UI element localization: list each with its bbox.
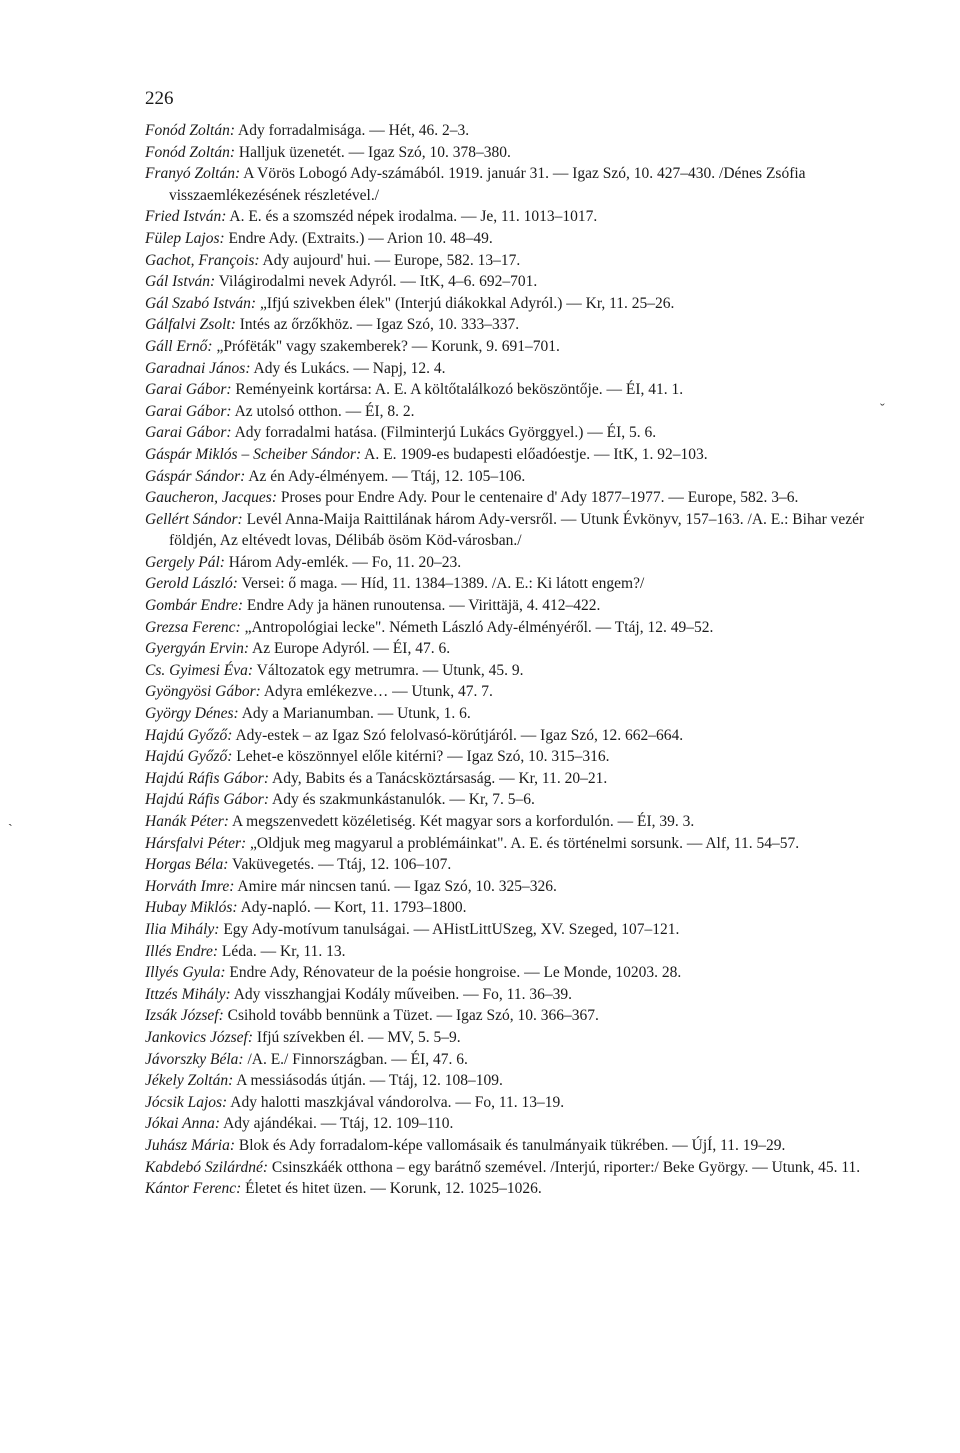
entry-text: A. E. és a szomszéd népek irodalma. — Je, 11. 1013–1017. xyxy=(229,208,598,226)
entry-author: Garai Gábor: xyxy=(145,402,232,420)
bibliography-entry xyxy=(145,293,900,315)
bibliography-entry xyxy=(145,617,900,639)
bibliography-entry xyxy=(145,876,900,898)
bibliography-entry xyxy=(145,552,900,574)
entry-author: Kabdebó Szilárdné: xyxy=(145,1158,268,1176)
entry-text: Halljuk üzenetét. — Igaz Szó, 10. 378–380. xyxy=(238,143,511,161)
entry-author: Gál Szabó István: xyxy=(145,294,257,312)
bibliography-entry xyxy=(145,142,900,164)
entry-author: Jávorszky Béla: xyxy=(145,1050,244,1068)
entry-text: Világirodalmi nevek Adyról. — ItK, 4–6. 692–701. xyxy=(218,273,538,291)
entry-text: Amire már nincsen tanú. — Igaz Szó, 10. 325–326. xyxy=(237,877,557,895)
entry-author: Grezsa Ferenc: xyxy=(145,618,241,636)
bibliography-entry xyxy=(145,746,900,768)
entry-text: Csinszkáék otthona – egy barátnő szemével. /Interjú, riporter:/ Beke György. — Utunk, 45. 11. xyxy=(271,1158,861,1176)
entry-text: Három Ady-emlék. — Fo, 11. 20–23. xyxy=(228,553,462,571)
bibliography-entry xyxy=(145,703,900,725)
entry-text: A megszenvedett közéletiség. Két magyar sors a korfordulón. — ÉI, 39. 3. xyxy=(231,813,695,830)
entry-author: Fonód Zoltán: xyxy=(145,143,235,161)
bibliography-entry xyxy=(145,1070,900,1092)
bibliography-entry xyxy=(145,120,900,142)
entry-author: Hársfalvi Péter: xyxy=(145,834,247,852)
entry-text: Vaküvegetés. — Ttáj, 12. 106–107. xyxy=(231,856,452,874)
bibliography-entry xyxy=(145,681,900,703)
entry-text: Léda. — Kr, 11. 13. xyxy=(221,942,346,960)
entry-text: Ady-estek – az Igaz Szó felolvasó-körútjáról. — Igaz Szó, 12. 662–664. xyxy=(235,726,684,744)
bibliography-entry xyxy=(145,919,900,941)
bibliography-entry xyxy=(145,250,900,272)
entry-text: A. E. 1909-es budapesti előadóestje. — ItK, 1. 92–103. xyxy=(364,445,708,463)
entry-author: Izsák József: xyxy=(145,1007,224,1025)
entry-text: A Vörös Lobogó Ady-számából. 1919. január 31. — Igaz Szó, 10. 427–430. /Dénes Zsófia visszaemlékezésének részletével./ xyxy=(169,165,806,204)
entry-text: Levél Anna-Maija Raittilának három Ady-versről. — Utunk Évkönyv, 157–163. /A. E.: Bihar vezér földjén, Az eltévedt lovas, Délibáb ösöm Köd-városban./ xyxy=(169,510,865,550)
entry-text: „Prófёták" vagy szakemberek? — Korunk, 9. 691–701. xyxy=(216,337,560,355)
bibliography-entry xyxy=(145,206,900,228)
bibliography-entry xyxy=(145,660,900,682)
bibliography-entry xyxy=(145,811,900,833)
bibliography-entry xyxy=(145,1049,900,1071)
entry-text: Ady visszhangjai Kodály műveiben. — Fo, 11. 36–39. xyxy=(233,985,572,1003)
stray-mark: ˇ xyxy=(880,402,885,417)
entry-text: Lehet-e köszönnyel előle kitérni? — Igaz Szó, 10. 315–316. xyxy=(236,748,610,766)
bibliography-entry xyxy=(145,1027,900,1049)
entry-text: Az utolsó otthon. — ÉI, 8. 2. xyxy=(234,402,415,420)
bibliography-entry xyxy=(145,897,900,919)
page-number: 226 xyxy=(145,88,174,109)
entry-author: Gachot, François: xyxy=(145,251,260,269)
entry-author: Fülep Lajos: xyxy=(145,229,225,247)
entry-author: Kántor Ferenc: xyxy=(145,1180,242,1198)
entry-text: /A. E./ Finnországban. — ÉI, 47. 6. xyxy=(247,1050,468,1068)
entry-author: Hubay Miklós: xyxy=(145,899,238,917)
entry-text: Endre Ady. (Extraits.) — Arion 10. 48–49. xyxy=(228,229,493,247)
entry-author: Gáspár Miklós – Scheiber Sándor: xyxy=(145,445,362,463)
bibliography-entry xyxy=(145,358,900,380)
bibliography-list xyxy=(145,120,900,1200)
bibliography-entry xyxy=(145,228,900,250)
bibliography-entry xyxy=(145,444,900,466)
entry-text: Ady forradalmi hatása. (Filminterjú Lukács Györggyel.) — ÉI, 5. 6. xyxy=(234,424,657,442)
bibliography-entry xyxy=(145,854,900,876)
entry-text: Ady aujourd' hui. — Europe, 582. 13–17. xyxy=(262,251,521,269)
bibliography-entry xyxy=(145,1135,900,1157)
entry-author: Gaucheron, Jacques: xyxy=(145,489,277,507)
entry-text: Ady halotti maszkjával vándorolva. — Fo, 11. 13–19. xyxy=(230,1093,565,1111)
bibliography-entry xyxy=(145,422,900,444)
entry-author: Horgas Béla: xyxy=(145,856,229,874)
entry-author: Illyés Gyula: xyxy=(145,964,226,982)
bibliography-entry xyxy=(145,1178,900,1200)
entry-author: Cs. Gyimesi Éva: xyxy=(145,661,254,679)
entry-author: György Dénes: xyxy=(145,705,239,723)
entry-text: Az én Ady-élményem. — Ttáj, 12. 105–106. xyxy=(248,467,526,485)
entry-text: Intés az őrzőkhöz. — Igaz Szó, 10. 333–337. xyxy=(239,316,520,334)
entry-text: Egy Ady-motívum tanulságai. — AHistLittUSzeg, XV. Szeged, 107–121. xyxy=(223,920,680,938)
bibliography-entry xyxy=(145,271,900,293)
bibliography-entry xyxy=(145,509,900,552)
entry-author: Gergely Pál: xyxy=(145,553,225,571)
bibliography-entry xyxy=(145,314,900,336)
entry-author: Gál István: xyxy=(145,273,216,291)
bibliography-entry xyxy=(145,573,900,595)
bibliography-entry xyxy=(145,336,900,358)
entry-author: Gyöngyösi Gábor: xyxy=(145,683,261,701)
bibliography-entry xyxy=(145,768,900,790)
bibliography-entry xyxy=(145,1005,900,1027)
bibliography-entry xyxy=(145,595,900,617)
entry-author: Jankovics József: xyxy=(145,1028,254,1046)
entry-text: Ady ajándékai. — Ttáj, 12. 109–110. xyxy=(223,1115,454,1133)
entry-author: Ittzés Mihály: xyxy=(145,985,231,1003)
entry-text: A messiásodás útján. — Ttáj, 12. 108–109. xyxy=(236,1072,503,1090)
entry-author: Garai Gábor: xyxy=(145,381,232,399)
entry-text: Adyra emlékezve… — Utunk, 47. 7. xyxy=(263,683,493,701)
entry-text: Életet és hitet üzen. — Korunk, 12. 1025–1026. xyxy=(245,1180,542,1198)
entry-author: Fonód Zoltán: xyxy=(145,122,235,139)
stray-mark: ˎ xyxy=(8,812,13,827)
entry-text: Csihold tovább bennünk a Tüzet. — Igaz Szó, 10. 366–367. xyxy=(227,1007,599,1025)
entry-text: Endre Ady, Rénovateur de la poésie hongroise. — Le Monde, 10203. 28. xyxy=(229,964,682,982)
entry-author: Hajdú Győző: xyxy=(145,748,233,766)
entry-text: Reményeink kortársa: A. E. A költőtalálkozó beköszöntője. — ÉI, 41. 1. xyxy=(235,381,684,399)
entry-text: „Antropológiai lecke". Németh László Ady-élményéről. — Ttáj, 12. 49–52. xyxy=(244,618,714,636)
entry-author: Gálfalvi Zsolt: xyxy=(145,316,236,334)
entry-author: Ilia Mihály: xyxy=(145,920,220,938)
entry-text: Proses pour Endre Ady. Pour le centenaire d' Ady 1877–1977. — Europe, 582. 3–6. xyxy=(280,489,799,507)
bibliography-entry xyxy=(145,725,900,747)
bibliography-entry xyxy=(145,401,900,423)
entry-author: Illés Endre: xyxy=(145,942,219,960)
entry-text: Ady és szakmunkástanulók. — Kr, 7. 5–6. xyxy=(272,791,535,809)
bibliography-entry xyxy=(145,163,900,206)
bibliography-entry xyxy=(145,638,900,660)
bibliography-entry xyxy=(145,379,900,401)
entry-text: Ady a Marianumban. — Utunk, 1. 6. xyxy=(241,705,471,723)
entry-text: „Oldjuk meg magyarul a problémáinkat". A. E. és történelmi sorsunk. — Alf, 11. 54–57. xyxy=(250,834,800,852)
entry-author: Hajdú Ráfis Gábor: xyxy=(145,791,269,809)
entry-text: Ifjú szívekben él. — MV, 5. 5–9. xyxy=(256,1028,461,1046)
entry-text: Ady-napló. — Kort, 11. 1793–1800. xyxy=(240,899,467,917)
entry-author: Gáll Ernő: xyxy=(145,337,213,355)
entry-author: Gerold László: xyxy=(145,575,238,593)
entry-author: Hajdú Ráfis Gábor: xyxy=(145,769,269,787)
entry-text: Endre Ady ja hänen runoutensa. — Virittäjä, 4. 412–422. xyxy=(246,597,601,615)
bibliography-entry xyxy=(145,1092,900,1114)
entry-author: Fried István: xyxy=(145,208,227,226)
entry-text: „Ifjú szivekben élek" (Interjú diákokkal Adyról.) — Kr, 11. 25–26. xyxy=(259,294,675,312)
bibliography-entry xyxy=(145,833,900,855)
entry-text: Ady, Babits és a Tanácsköztársaság. — Kr, 11. 20–21. xyxy=(272,769,608,787)
entry-text: Az Europe Adyról. — ÉI, 47. 6. xyxy=(252,640,451,658)
bibliography-entry xyxy=(145,487,900,509)
entry-text: Ady forradalmisága. — Hét, 46. 2–3. xyxy=(238,122,470,139)
bibliography-entry xyxy=(145,962,900,984)
bibliography-entry xyxy=(145,941,900,963)
entry-author: Horváth Imre: xyxy=(145,877,235,895)
entry-text: Versei: ő maga. — Híd, 11. 1384–1389. /A. E.: Ki látott engem?/ xyxy=(241,575,645,593)
entry-author: Jókai Anna: xyxy=(145,1115,221,1133)
entry-author: Gáspár Sándor: xyxy=(145,467,246,485)
entry-author: Franyó Zoltán: xyxy=(145,165,241,183)
entry-author: Garai Gábor: xyxy=(145,424,232,442)
entry-author: Gyergyán Ervin: xyxy=(145,640,250,658)
entry-text: Változatok egy metrumra. — Utunk, 45. 9. xyxy=(256,661,524,679)
entry-author: Jékely Zoltán: xyxy=(145,1072,234,1090)
bibliography-entry xyxy=(145,1113,900,1135)
bibliography-entry xyxy=(145,466,900,488)
entry-author: Gellért Sándor: xyxy=(145,510,243,528)
entry-text: Ady és Lukács. — Napj, 12. 4. xyxy=(253,359,446,377)
entry-author: Hajdú Győző: xyxy=(145,726,233,744)
bibliography-entry xyxy=(145,984,900,1006)
entry-text: Blok és Ady forradalom-képe vallomásaik és tanulmányaik tükrében. — ÚjÍ, 11. 19–29. xyxy=(238,1136,786,1154)
bibliography-entry xyxy=(145,1157,900,1179)
entry-author: Garadnai János: xyxy=(145,359,251,377)
entry-author: Hanák Péter: xyxy=(145,813,229,830)
entry-author: Gombár Endre: xyxy=(145,597,244,615)
bibliography-entry xyxy=(145,789,900,811)
entry-author: Juhász Mária: xyxy=(145,1136,235,1154)
entry-author: Jócsik Lajos: xyxy=(145,1093,228,1111)
